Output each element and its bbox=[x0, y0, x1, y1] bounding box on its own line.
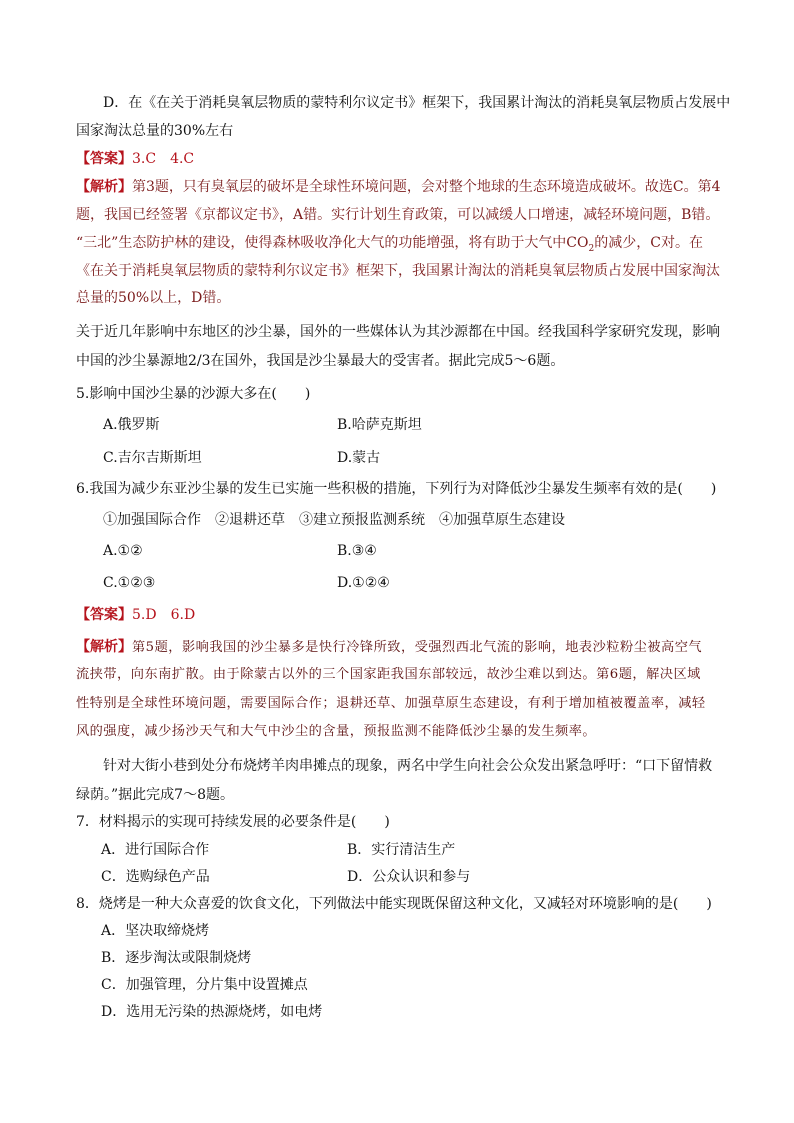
q7-option-b: B．实行清洁生产 bbox=[347, 842, 456, 858]
explanation-3-4-line1 bbox=[76, 177, 721, 197]
q8-option-d: D．选用无污染的热源烧烤，如电烤 bbox=[101, 1004, 323, 1020]
passage-7-8-line1: 针对大街小巷到处分布烧烤羊肉串摊点的现象，两名中学生向社会公众发出紧急呼吁：“口下留情救 bbox=[103, 758, 713, 774]
q6-option-c: C.①②③ bbox=[103, 575, 156, 591]
explanation-3-4-line5: 总量的50%以上，D错。 bbox=[76, 290, 231, 306]
question-6-stem: 6.我国为减少东亚沙尘暴的发生已实施一些积极的措施，下列行为对降低沙尘暴发生频率有效的是( ) bbox=[76, 481, 717, 497]
q4-option-d-line2: 国家淘汰总量的30%左右 bbox=[76, 123, 234, 139]
answer-text: 3.C 4.C bbox=[132, 151, 195, 167]
explanation-5-6-line4: 风的强度，减少扬沙天气和大气中沙尘的含量，预报监测不能降低沙尘暴的发生频率。 bbox=[76, 724, 597, 739]
explanation-5-6-line3: 性特别是全球性环境问题，需要国际合作；退耕还草、加强草原生态建设，有利于增加植被覆盖率，减轻 bbox=[76, 696, 706, 711]
q6-option-b: B.③④ bbox=[337, 543, 377, 559]
answer-5-6 bbox=[76, 605, 195, 625]
explanation-tag: 【解析】 bbox=[76, 639, 132, 655]
explanation-tag: 【解析】 bbox=[76, 179, 132, 195]
passage-5-6-line2: 中国的沙尘暴源地2/3在国外，我国是沙尘暴最大的受害者。据此完成5～6题。 bbox=[76, 353, 565, 369]
answer-tag: 【答案】 bbox=[76, 607, 132, 623]
q6-option-a: A.①② bbox=[103, 543, 143, 559]
q7-option-a: A．进行国际合作 bbox=[101, 842, 210, 858]
q5-option-c: C.吉尔吉斯斯坦 bbox=[103, 450, 202, 466]
explanation-3-4-line4: 《在关于消耗臭氧层物质的蒙特利尔议定书》框架下，我国累计淘汰的消耗臭氧层物质占发展中国家淘汰 bbox=[76, 263, 720, 279]
explanation-text: 第3题，只有臭氧层的破坏是全球性环境问题，会对整个地球的生态环境造成破坏。故选C。第4 bbox=[132, 179, 721, 195]
q8-option-c: C．加强管理，分片集中设置摊点 bbox=[101, 977, 308, 993]
question-5-stem: 5.影响中国沙尘暴的沙源大多在( ) bbox=[76, 386, 311, 402]
q7-option-d: D．公众认识和参与 bbox=[347, 869, 471, 885]
answer-tag: 【答案】 bbox=[76, 151, 132, 167]
explanation-5-6-line2: 流挟带，向东南扩散。由于除蒙古以外的三个国家距我国东部较远，故沙尘难以到达。第6题，解决区域 bbox=[76, 667, 701, 682]
explanation-5-6-line1 bbox=[76, 637, 702, 658]
question-8-stem: 8．烧烤是一种大众喜爱的饮食文化，下列做法中能实现既保留这种文化，又减轻对环境影响的是( ) bbox=[76, 896, 712, 912]
passage-7-8-line2: 绿荫。”据此完成7～8题。 bbox=[76, 787, 234, 803]
explanation-3-4-line2: 题，我国已经签署《京都议定书》，A错。实行计划生育政策，可以减缓人口增速，减轻环境问题，B错。 bbox=[76, 207, 720, 223]
answer-3-4 bbox=[76, 149, 194, 169]
q5-option-b: B.哈萨克斯坦 bbox=[337, 417, 422, 433]
question-7-stem: 7．材料揭示的实现可持续发展的必要条件是( ) bbox=[76, 814, 390, 830]
answer-text: 5.D 6.D bbox=[132, 607, 196, 623]
passage-5-6-line1: 关于近几年影响中东地区的沙尘暴，国外的一些媒体认为其沙源都在中国。经我国科学家研究发现，影响 bbox=[76, 324, 720, 340]
explanation-text: 第5题，影响我国的沙尘暴多是快行冷锋所致，受强烈西北气流的影响，地表沙粒粉尘被高空气 bbox=[132, 640, 703, 655]
q8-option-a: A．坚决取缔烧烤 bbox=[101, 923, 210, 939]
explanation-3-4-line3: “三北”生态防护林的建设，使得森林吸收净化大气的功能增强，将有助于大气中$CO_2$的减少，C对。在 bbox=[76, 235, 703, 254]
q6-option-d: D.①②④ bbox=[337, 575, 390, 591]
q6-choices: ①加强国际合作 ②退耕还草 ③建立预报监测系统 ④加强草原生态建设 bbox=[103, 512, 565, 528]
q7-option-c: C．选购绿色产品 bbox=[101, 869, 210, 885]
q8-option-b: B．逐步淘汰或限制烧烤 bbox=[101, 950, 252, 966]
q5-option-a: A.俄罗斯 bbox=[103, 417, 160, 433]
q4-option-d-line1: D．在《在关于消耗臭氧层物质的蒙特利尔议定书》框架下，我国累计淘汰的消耗臭氧层物质占发展中 bbox=[103, 95, 731, 111]
q5-option-d: D.蒙古 bbox=[337, 450, 381, 466]
